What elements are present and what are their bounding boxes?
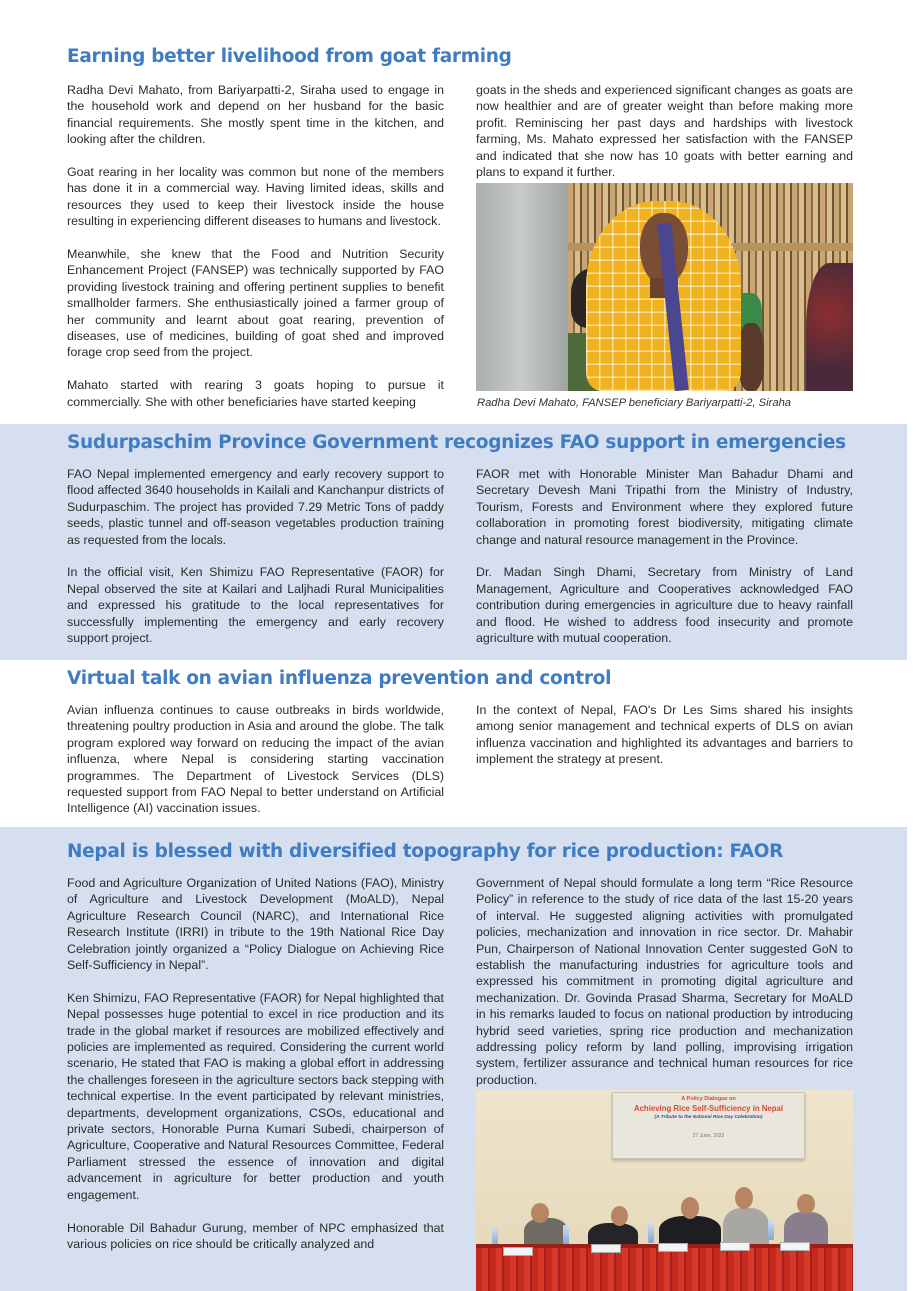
article-left-column xyxy=(67,82,444,410)
banner-title: Achieving Rice Self-Sufficiency in Nepal xyxy=(633,1104,784,1113)
photo-caption: Radha Devi Mahato, FANSEP beneficiary Bariyarpatti-2, Siraha xyxy=(477,397,792,409)
banner-date: 27 June, 2022 xyxy=(692,1133,725,1139)
paragraph: Mahato started with rearing 3 goats hoping to pursue it commercially. She with other beneficiaries have started keeping xyxy=(67,378,444,409)
banner-line: A Policy Dialogue on xyxy=(681,1096,736,1102)
article-title: Virtual talk on avian influenza prevention and control xyxy=(67,668,612,689)
article-left-column xyxy=(67,875,444,1252)
article-title: Nepal is blessed with diversified topography for rice production: FAOR xyxy=(67,841,784,862)
paragraph: Radha Devi Mahato, from Bariyarpatti-2, Siraha used to engage in the household work and depend on her husband for the basic financial requirements. She mostly spent time in the kitchen, and looking after the children. xyxy=(67,83,444,147)
paragraph: Goat rearing in her locality was common but none of the members has done it in a commercial way. Having limited ideas, skills and resources they used to keep their livestock inside the house resulting in experiencing different diseases to humans and livestock. xyxy=(67,165,444,229)
article-right-column xyxy=(476,466,853,646)
paragraph: Meanwhile, she knew that the Food and Nutrition Security Enhancement Project (FANSEP) was technically supported by FAO providing livestock training and offering pertinent supplies to benefit smallholder farmers. She enthusiastically joined a farmer group of her community and learnt about goat rearing, prevention of diseases, use of medicines, building of goat shed and improved forage crop seed from the project. xyxy=(67,247,444,360)
event-banner xyxy=(612,1092,805,1159)
photo-policy-dialogue-panel xyxy=(476,1090,853,1291)
paragraph: In the context of Nepal, FAO's Dr Les Sims shared his insights among senior management and technical experts of DLS on avian influenza vaccination and highlighted its advantages and barriers to implement the strategy at present. xyxy=(476,703,853,767)
photo-radha-devi-mahato xyxy=(476,183,853,391)
article-title: Sudurpaschim Province Government recognizes FAO support in emergencies xyxy=(67,432,846,453)
article-right-column xyxy=(476,82,853,180)
paragraph: In the official visit, Ken Shimizu FAO Representative (FAOR) for Nepal observed the site at Kailari and Laljhadi Rural Municipalities and expressed his gratitude to the local representatives for successfully implementing the emergency and early recovery support project. xyxy=(67,565,444,646)
paragraph: FAOR met with Honorable Minister Man Bahadur Dhami and Secretary Devesh Mani Tripathi from the Ministry of Industry, Tourism, Forests and Environment where they explored future collaboration in promoting forest biodiversity, mitigating climate change and natural resource management in the Province. xyxy=(476,467,853,547)
paragraph: Food and Agriculture Organization of United Nations (FAO), Ministry of Agriculture and Livestock Development (MoALD), Nepal Agriculture Research Council (NARC), and International Rice Research Institute (IRRI) in tribute to the 19th National Rice Day Celebration jointly organized a “Policy Dialogue on Achieving Rice Self-Sufficiency in Nepal”. xyxy=(67,876,444,973)
paragraph: FAO Nepal implemented emergency and early recovery support to flood affected 3640 households in Kailali and Kanchanpur districts of Sudurpaschim. The project has provided 7.29 Metric Tons of paddy seeds, plastic tunnel and off-season vegetables production training as requested from the locals. xyxy=(67,467,444,547)
paragraph: Avian influenza continues to cause outbreaks in birds worldwide, threatening poultry production in Asia and around the globe. The talk program explored way forward on reducing the impact of the avian influenza, where Nepal is considering starting vaccination programmes. The Department of Livestock Services (DLS) requested support from FAO Nepal to better understand on Artificial Intelligence (AI) vaccination issues. xyxy=(67,703,444,816)
paragraph: goats in the sheds and experienced significant changes as goats are now healthier and are of greater weight than before making more profit. Reminiscing her past days and hardships with livestock farming, Ms. Mahato expressed her satisfaction with the FANSEP and indicated that she now has 10 goats with better earning and plans to expand it further. xyxy=(476,83,853,180)
article-right-column xyxy=(476,702,853,768)
paragraph: Honorable Dil Bahadur Gurung, member of NPC emphasized that various policies on rice should be critically analyzed and xyxy=(67,1220,444,1251)
banner-subtitle: (A Tribute to the National Rice Day Celebration) xyxy=(654,1115,763,1120)
paragraph: Government of Nepal should formulate a long term “Rice Resource Policy” in reference to the study of rice data of the last 15-20 years of interval. He suggested aligning activities with promulgated policies, mechanization and innovation in rice sector. Dr. Mahabir Pun, Chairperson of National Innovation Center suggested GoN to establish the manufacturing industries for agriculture tools and expressed his commitment in promoting digital agriculture and mechanization. Dr. Govinda Prasad Sharma, Secretary for MoALD in his remarks lauded to focus on national production by introducing hybrid seed varieties, spring rice production and mechanization addressing policy reform by land polling, improvising irrigation system, fertilizer assurance and technical human resources for rice production. xyxy=(476,876,853,1087)
article-right-column xyxy=(476,875,853,1088)
article-left-column xyxy=(67,702,444,817)
article-title: Earning better livelihood from goat farming xyxy=(67,46,512,67)
article-left-column xyxy=(67,466,444,646)
paragraph: Ken Shimizu, FAO Representative (FAOR) for Nepal highlighted that Nepal possesses huge potential to excel in rice production and its trade in the global market if resources are mobilized effectively and policies are implemented as required. Considering the current world scenario, He stated that FAO is making a global effort in addressing the challenges foreseen in the agriculture sectors back stepping with technical expertise. In the event participated by relevant ministries, departments, development organizations, CSOs, educational and private sectors, Honorable Purna Kumari Subedi, chairperson of Agriculture, Cooperative and Natural Resources Committee, Federal Parliament stressed the essence of innovation and digital advancement in agriculture for better production and youth engagement. xyxy=(67,990,444,1202)
paragraph: Dr. Madan Singh Dhami, Secretary from Ministry of Land Management, Agriculture and Cooperatives acknowledged FAO contribution during emergencies in agriculture due to heavy rainfall and flood. He wished to address food insecurity and promote agriculture with mutual cooperation. xyxy=(476,565,853,646)
